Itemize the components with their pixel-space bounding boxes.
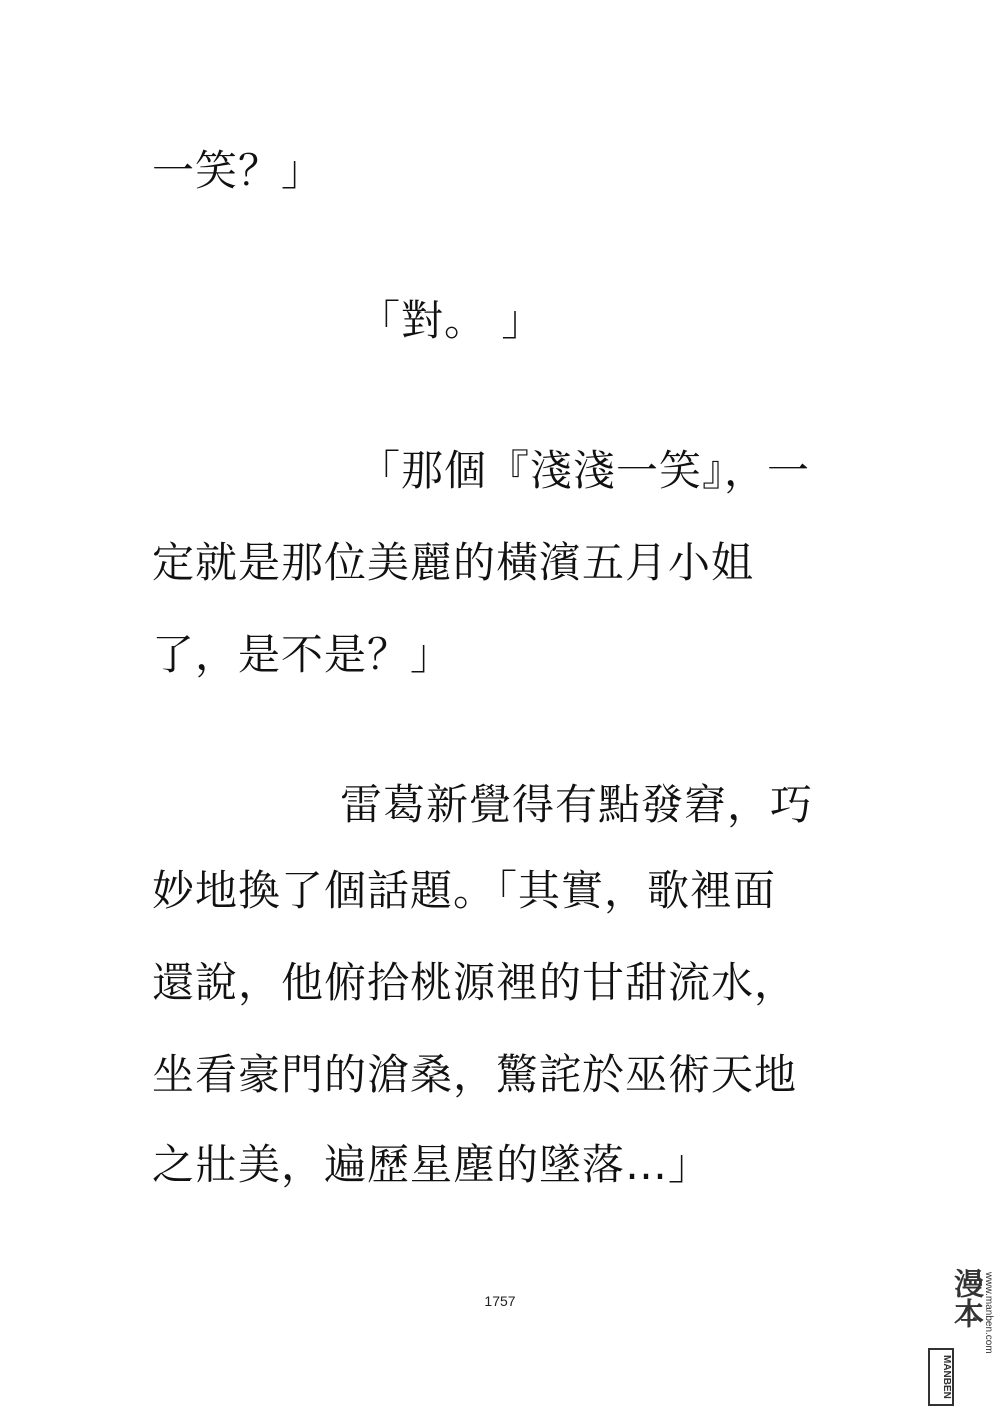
text-line: 之壯美，遍歷星塵的墜落…」: [152, 1140, 712, 1189]
page-number: 1757: [484, 1293, 516, 1309]
watermark-logo: [926, 1262, 996, 1410]
text-line: 了，是不是？」: [152, 630, 454, 679]
text-line: 還說，他俯拾桃源裡的甘甜流水，: [152, 958, 798, 1007]
text-line: 「那個『淺淺一笑』，一: [358, 446, 811, 495]
watermark-box: MANBEN: [928, 1348, 954, 1406]
text-line: 坐看豪門的滄桑，驚詫於巫術天地: [152, 1050, 798, 1099]
watermark-url: www.manben.com: [983, 1272, 994, 1354]
text-line: 雷葛新覺得有點發窘，巧: [340, 780, 814, 829]
text-line: 定就是那位美麗的橫濱五月小姐: [152, 538, 755, 587]
watermark-brand: 漫本: [948, 1268, 983, 1328]
text-line: 妙地換了個話題。「其實，歌裡面: [152, 866, 777, 915]
text-line: 一笑？」: [152, 146, 325, 195]
text-line: 「對。 」: [358, 296, 545, 345]
